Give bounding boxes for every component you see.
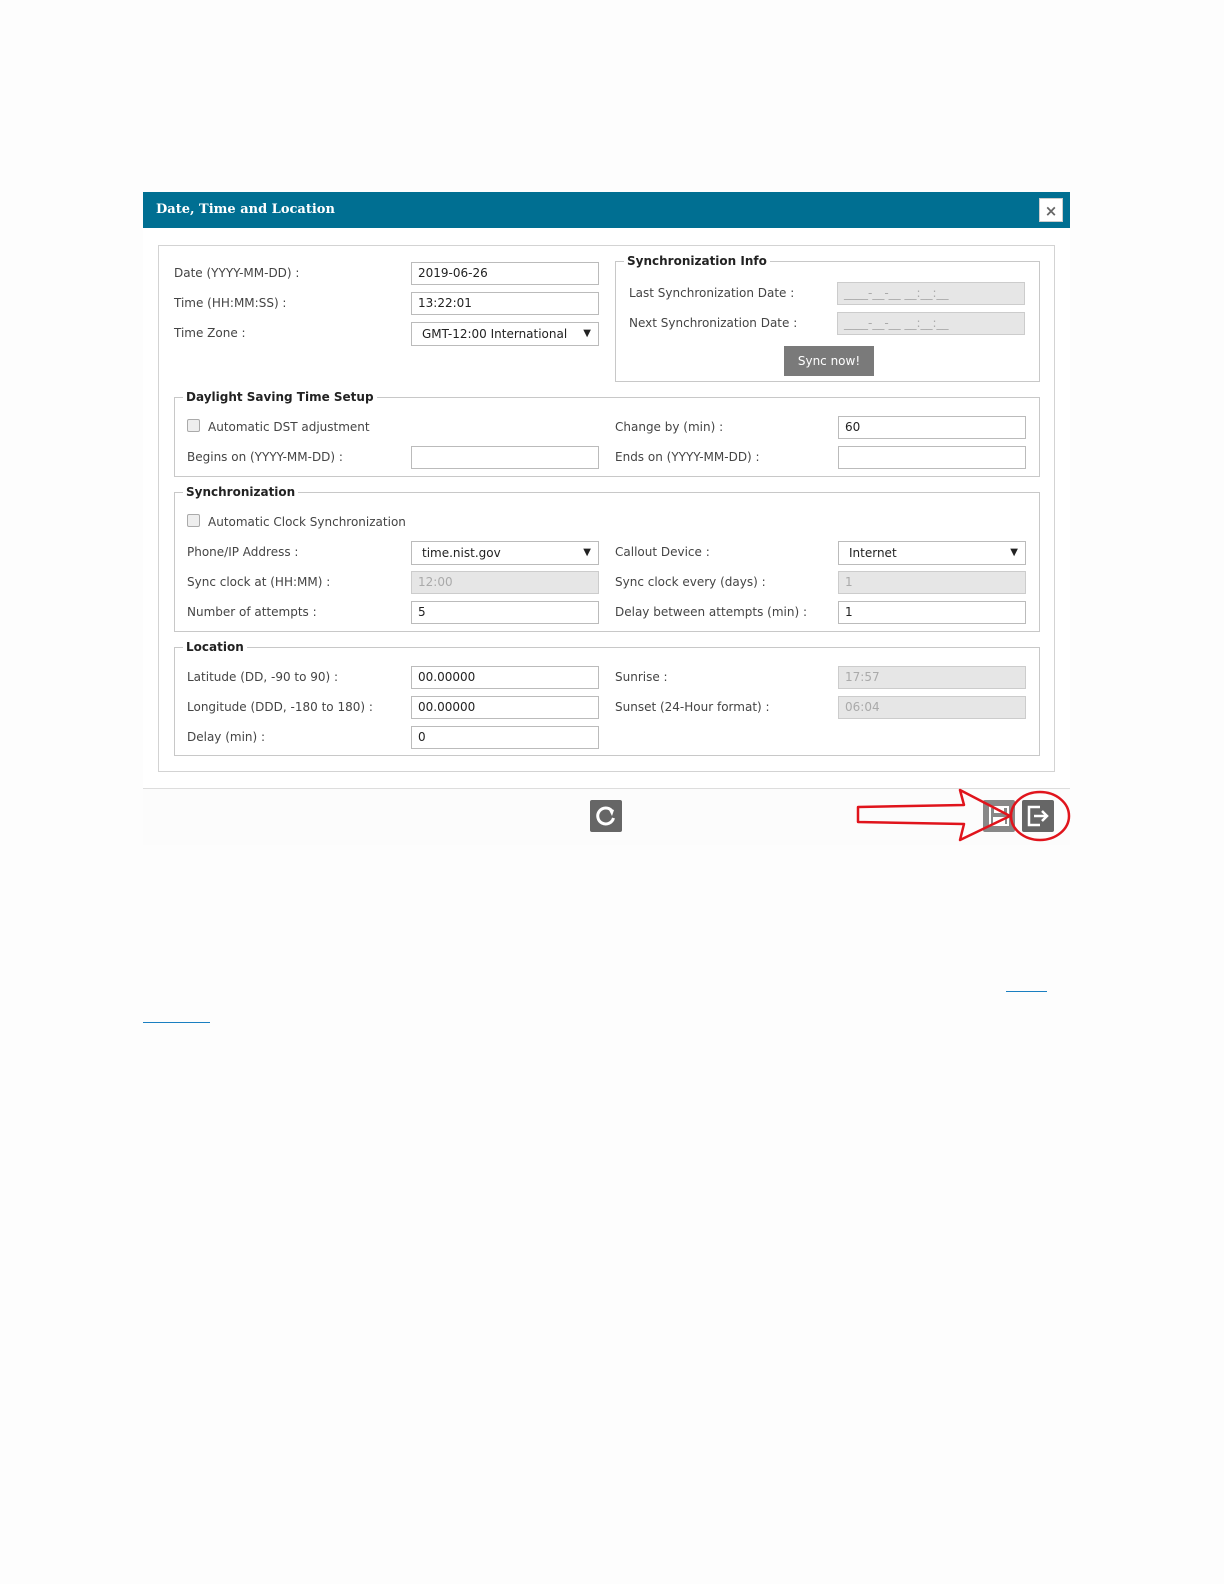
refresh-icon <box>590 800 622 832</box>
sunrise-label: Sunrise : <box>615 670 668 684</box>
ends-on-label: Ends on (YYYY-MM-DD) : <box>615 450 760 464</box>
save-button[interactable] <box>983 800 1015 832</box>
sync-at-label: Sync clock at (HH:MM) : <box>187 575 331 589</box>
callout-device-select[interactable] <box>838 541 1026 565</box>
time-input[interactable]: 13:22:01 <box>411 292 599 315</box>
sunset-label: Sunset (24-Hour format) : <box>615 700 770 714</box>
begins-on-label: Begins on (YYYY-MM-DD) : <box>187 450 343 464</box>
location-delay-label: Delay (min) : <box>187 730 266 744</box>
latitude-label: Latitude (DD, -90 to 90) : <box>187 670 339 684</box>
delay-attempts-input[interactable]: 1 <box>838 601 1026 624</box>
change-by-input[interactable]: 60 <box>838 416 1026 439</box>
auto-dst-checkbox[interactable] <box>187 419 200 432</box>
sync-at-input: 12:00 <box>411 571 599 594</box>
date-time-location-dialog <box>143 192 1070 844</box>
attempts-label: Number of attempts : <box>187 605 317 619</box>
location-legend: Location <box>186 640 244 654</box>
change-by-label: Change by (min) : <box>615 420 724 434</box>
location-delay-input[interactable]: 0 <box>411 726 599 749</box>
sync-every-input: 1 <box>838 571 1026 594</box>
link-underline[interactable] <box>1006 991 1047 992</box>
next-sync-label: Next Synchronization Date : <box>629 316 798 330</box>
settings-panel <box>158 245 1055 772</box>
ends-on-input[interactable] <box>838 446 1026 469</box>
sync-every-label: Sync clock every (days) : <box>615 575 766 589</box>
location-fieldset <box>174 640 1040 756</box>
dialog-titlebar <box>143 192 1070 228</box>
link-underline[interactable] <box>143 1022 210 1023</box>
delay-attempts-label: Delay between attempts (min) : <box>615 605 808 619</box>
synchronization-legend: Synchronization <box>186 485 296 499</box>
exit-button[interactable] <box>1022 800 1054 832</box>
date-label: Date (YYYY-MM-DD) : <box>174 266 300 280</box>
dialog-title: Date, Time and Location <box>156 202 335 217</box>
sync-info-legend: Synchronization Info <box>627 254 767 268</box>
chevron-down-icon: ▼ <box>583 547 591 558</box>
attempts-input[interactable]: 5 <box>411 601 599 624</box>
dialog-footer <box>143 788 1070 845</box>
chevron-down-icon: ▼ <box>1010 547 1018 558</box>
save-icon <box>983 800 1015 832</box>
dst-legend: Daylight Saving Time Setup <box>186 390 374 404</box>
timezone-label: Time Zone : <box>174 326 246 340</box>
refresh-button[interactable] <box>590 800 622 832</box>
phone-ip-select[interactable] <box>411 541 599 565</box>
begins-on-input[interactable] <box>411 446 599 469</box>
exit-icon <box>1022 800 1054 832</box>
auto-sync-checkbox[interactable] <box>187 514 200 527</box>
chevron-down-icon: ▼ <box>583 328 591 339</box>
time-label: Time (HH:MM:SS) : <box>174 296 287 310</box>
auto-sync-label: Automatic Clock Synchronization <box>208 515 406 529</box>
synchronization-fieldset <box>174 485 1040 632</box>
dst-fieldset <box>174 390 1040 477</box>
callout-device-label: Callout Device : <box>615 545 710 559</box>
phone-ip-value: time.nist.gov <box>422 546 501 560</box>
auto-dst-label: Automatic DST adjustment <box>208 420 370 434</box>
sunrise-field: 17:57 <box>838 666 1026 689</box>
last-sync-label: Last Synchronization Date : <box>629 286 795 300</box>
close-button[interactable]: × <box>1039 198 1063 222</box>
last-sync-field: ____-__-__ __:__:__ <box>837 282 1025 305</box>
callout-device-value: Internet <box>849 546 897 560</box>
date-input[interactable]: 2019-06-26 <box>411 262 599 285</box>
next-sync-field: ____-__-__ __:__:__ <box>837 312 1025 335</box>
sync-info-fieldset <box>615 254 1040 382</box>
sunset-field: 06:04 <box>838 696 1026 719</box>
timezone-value: GMT-12:00 International <box>422 327 568 341</box>
longitude-input[interactable]: 00.00000 <box>411 696 599 719</box>
longitude-label: Longitude (DDD, -180 to 180) : <box>187 700 373 714</box>
sync-now-button[interactable]: Sync now! <box>784 346 874 376</box>
phone-ip-label: Phone/IP Address : <box>187 545 299 559</box>
latitude-input[interactable]: 00.00000 <box>411 666 599 689</box>
timezone-select[interactable] <box>411 322 599 346</box>
